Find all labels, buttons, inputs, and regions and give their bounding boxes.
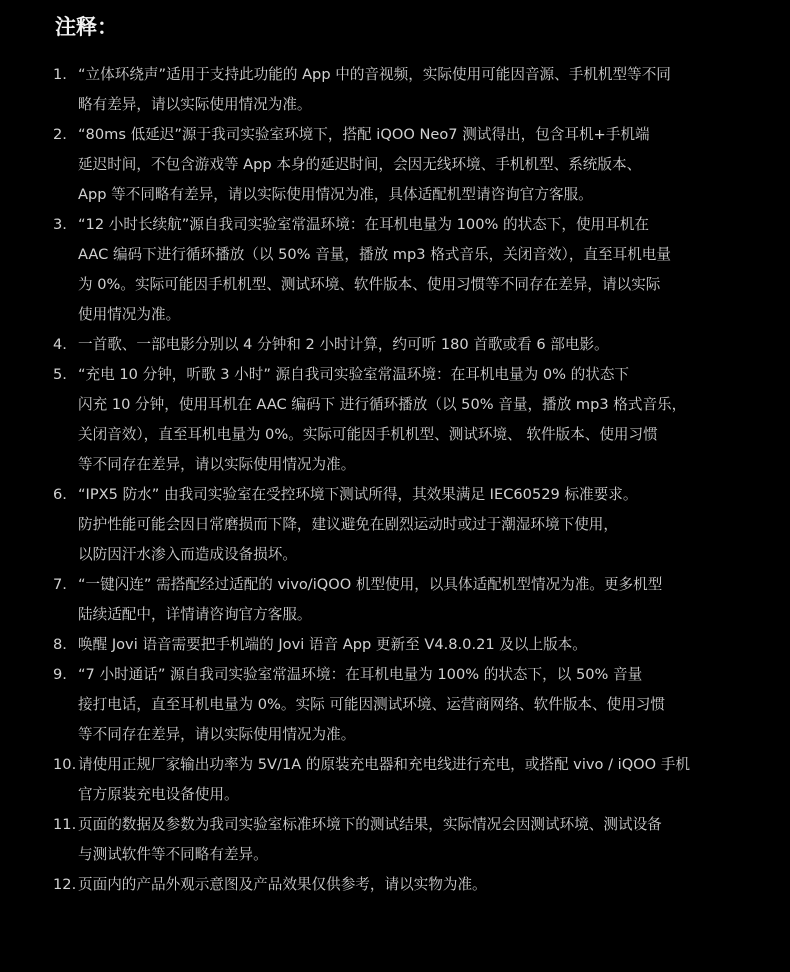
note-text-line: 唤醒 Jovi 语音需要把手机端的 Jovi 语音 App 更新至 V4.8.0.21 及以上版本。 [78,636,587,653]
note-item [53,660,743,750]
note-text-line: 略有差异，请以实际使用情况为准。 [78,96,312,113]
note-text-line: 等不同存在差异，请以实际使用情况为准。 [78,456,356,473]
note-number: 10. [53,756,77,773]
note-text-line: 等不同存在差异，请以实际使用情况为准。 [78,726,356,743]
note-number: 2. [53,126,67,143]
note-item [53,120,743,210]
note-text-line: “12 小时长续航”源自我司实验室常温环境：在耳机电量为 100% 的状态下，使用耳机在 [78,216,649,233]
note-text-line: 页面内的产品外观示意图及产品效果仅供参考，请以实物为准。 [78,876,487,893]
note-item [53,210,743,330]
note-item [53,330,743,360]
note-text-line: 一首歌、一部电影分别以 4 分钟和 2 小时计算，约可听 180 首歌或看 6 部电影。 [78,336,609,353]
note-item [53,570,743,630]
note-item [53,480,743,570]
note-number: 4. [53,336,67,353]
note-text-line: 官方原装充电设备使用。 [78,786,239,803]
note-text-line: 关闭音效），直至耳机电量为 0%。实际可能因手机机型、测试环境、 软件版本、使用习惯 [78,426,658,443]
note-text-line: 防护性能可能会因日常磨损而下降，建议避免在剧烈运动时或过于潮湿环境下使用， [78,516,618,533]
note-number: 7. [53,576,67,593]
note-item [53,870,743,900]
note-number: 12. [53,876,77,893]
note-text-line: 延迟时间，不包含游戏等 App 本身的延迟时间，会因无线环境、手机机型、系统版本、 [78,156,642,173]
page-title: 注释： [55,15,118,39]
note-item [53,810,743,870]
note-number: 6. [53,486,67,503]
note-text-line: App 等不同略有差异，请以实际使用情况为准，具体适配机型请咨询官方客服。 [78,186,593,203]
note-item [53,60,743,120]
note-number: 5. [53,366,67,383]
note-number: 3. [53,216,67,233]
note-text-line: “80ms 低延迟”源于我司实验室环境下，搭配 iQOO Neo7 测试得出，包含耳机+手机端 [78,126,650,143]
note-text-line: 为 0%。实际可能因手机机型、测试环境、软件版本、使用习惯等不同存在差异，请以实际 [78,276,661,293]
note-number: 1. [53,66,67,83]
note-text-line: 使用情况为准。 [78,306,181,323]
note-text-line: “一键闪连” 需搭配经过适配的 vivo/iQOO 机型使用，以具体适配机型情况为准。更多机型 [78,576,663,593]
note-text-line: “IPX5 防水” 由我司实验室在受控环境下测试所得，其效果满足 IEC60529 标准要求。 [78,486,638,503]
note-text-line: 与测试软件等不同略有差异。 [78,846,268,863]
note-text-line: “立体环绕声”适用于支持此功能的 App 中的音视频，实际使用可能因音源、手机机型等不同 [78,66,671,83]
notes-list [53,60,743,900]
note-item [53,750,743,810]
note-text-line: 页面的数据及参数为我司实验室标准环境下的测试结果，实际情况会因测试环境、测试设备 [78,816,662,833]
note-text-line: 闪充 10 分钟，使用耳机在 AAC 编码下 进行循环播放（以 50% 音量，播放 mp3 格式音乐， [78,396,687,413]
note-text-line: 以防因汗水渗入而造成设备损坏。 [78,546,297,563]
note-item [53,630,743,660]
note-text-line: “7 小时通话” 源自我司实验室常温环境：在耳机电量为 100% 的状态下，以 50% 音量 [78,666,643,683]
note-number: 11. [53,816,77,833]
note-text-line: 请使用正规厂家输出功率为 5V/1A 的原装充电器和充电线进行充电，或搭配 vivo / iQOO 手机 [78,756,690,773]
note-text-line: AAC 编码下进行循环播放（以 50% 音量，播放 mp3 格式音乐，关闭音效），直至耳机电量 [78,246,671,263]
note-item [53,360,743,480]
note-text-line: “充电 10 分钟，听歌 3 小时” 源自我司实验室常温环境：在耳机电量为 0% 的状态下 [78,366,630,383]
note-text-line: 陆续适配中，详情请咨询官方客服。 [78,606,312,623]
note-number: 8. [53,636,67,653]
note-number: 9. [53,666,67,683]
note-text-line: 接打电话，直至耳机电量为 0%。实际 可能因测试环境、运营商网络、软件版本、使用习惯 [78,696,665,713]
